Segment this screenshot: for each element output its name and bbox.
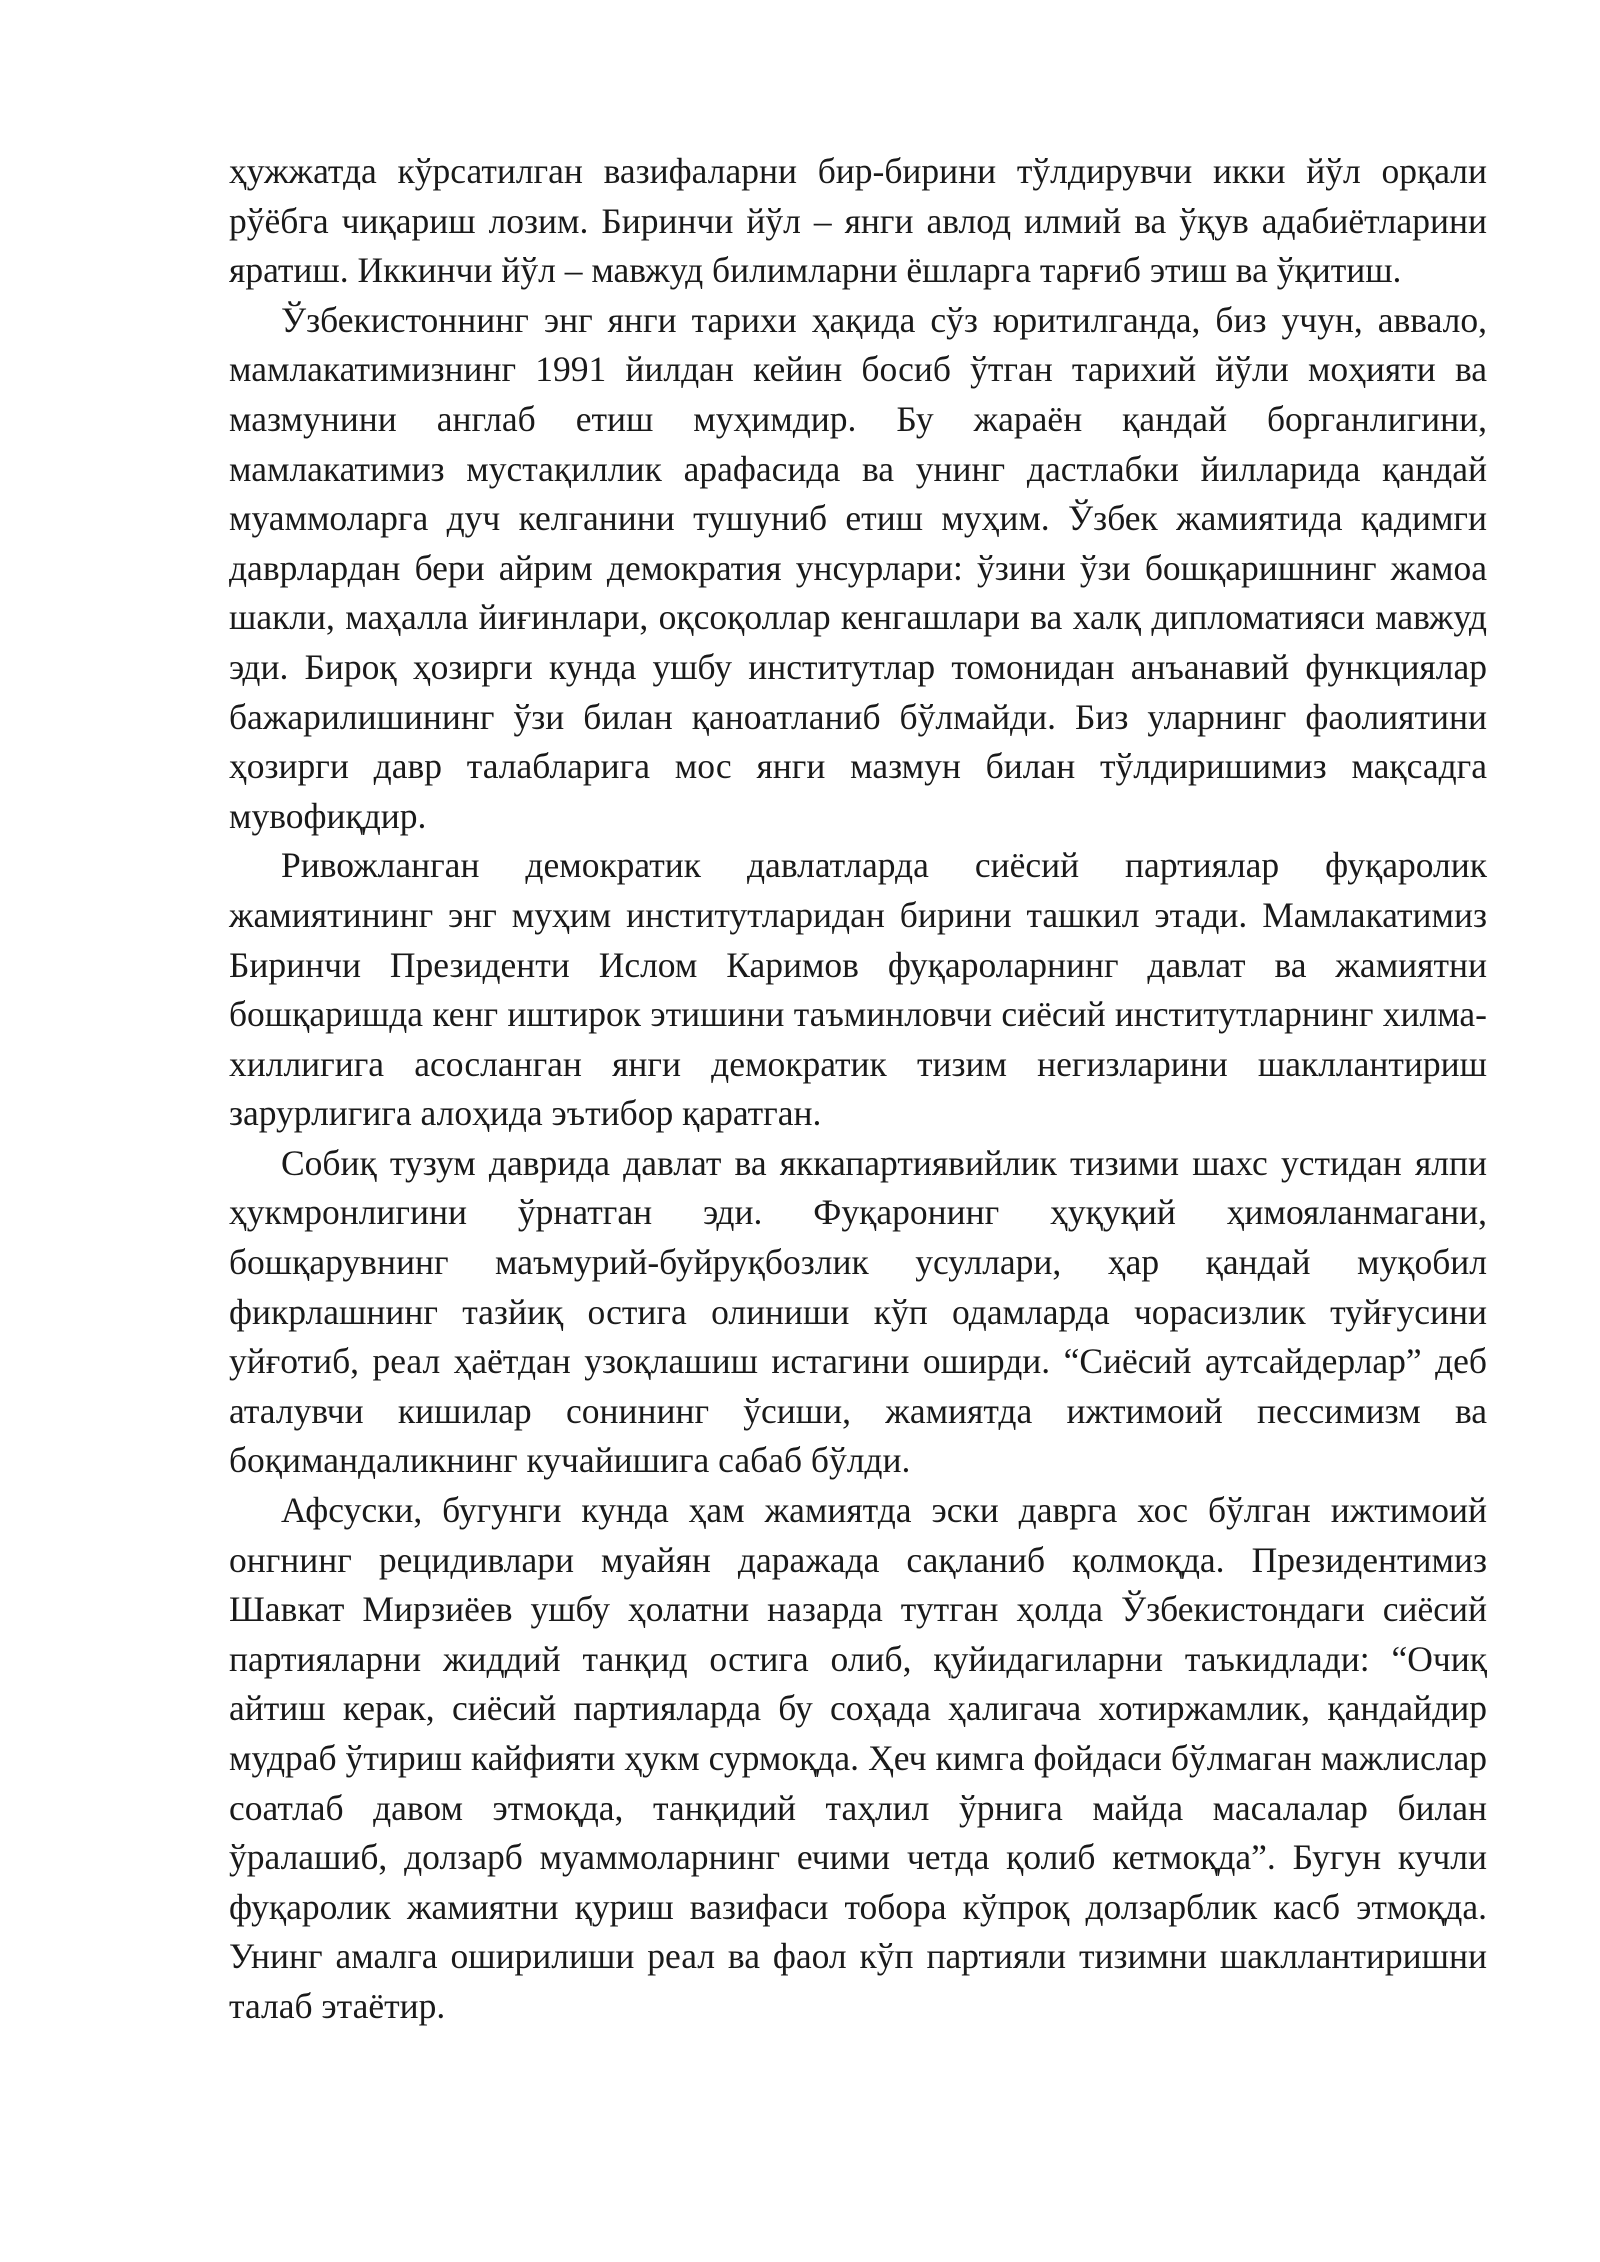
paragraph-1: ҳужжатда кўрсатилган вазифаларни бир-бирини тўлдирувчи икки йўл орқали рўёбга чиқариш лозим. Биринчи йўл – янги авлод илмий ва ўқув адабиётларини яратиш. Иккинчи йўл – мавжуд билимларни ёшларга тарғиб этиш ва ўқитиш. — [229, 151, 1487, 291]
paragraph-3: Ривожланган демократик давлатларда сиёсий партиялар фуқаролик жамиятининг энг муҳим институтларидан бирини ташкил этади. Мамлакатимиз Биринчи Президенти Ислом Каримов фуқароларнинг давлат ва жамиятни бошқаришда кенг иштирок этишини таъминловчи сиёсий институтларнинг хилма-хиллигига асосланган янги демократик тизим негизларини шакллантириш зарурлигига алоҳида эътибор қаратган. — [229, 845, 1487, 1134]
paragraph-5: Афсуски, бугунги кунда ҳам жамиятда эски даврга хос бўлган ижтимоий онгнинг рецидивлари муайян даражада сақланиб қолмоқда. Президентимиз Шавкат Мирзиёев ушбу ҳолатни назарда тутган ҳолда Ўзбекистондаги сиёсий партияларни жиддий танқид остига олиб, қуйидагиларни таъкидлади: “Очиқ айтиш керак, сиёсий партияларда бу соҳада ҳалигача хотиржамлик, қандайдир мудраб ўтириш кайфияти ҳукм сурмоқда. Ҳеч кимга фойдаси бўлмаган мажлислар соатлаб давом этмоқда, танқидий таҳлил ўрнига майда масалалар билан ўралашиб, долзарб муаммоларнинг ечими четда қолиб кетмоқда”. Бугун кучли фуқаролик жамиятни қуриш вазифаси тобора кўпроқ долзарблик касб этмоқда. Унинг амалга оширилиши реал ва фаол кўп партияли тизимни шакллантиришни талаб этаётир. — [229, 1490, 1487, 2026]
body-text — [229, 147, 1487, 2032]
paragraph-2: Ўзбекистоннинг энг янги тарихи ҳақида сўз юритилганда, биз учун, аввало, мамлакатимизнинг 1991 йилдан кейин босиб ўтган тарихий йўли моҳияти ва мазмунини англаб етиш муҳимдир. Бу жараён қандай борганлигини, мамлакатимиз мустақиллик арафасида ва унинг дастлабки йилларида қандай муаммоларга дуч келганини тушуниб етиш муҳим. Ўзбек жамиятида қадимги даврлардан бери айрим демократия унсурлари: ўзини ўзи бошқаришнинг жамоа шакли, маҳалла йиғинлари, оқсоқоллар кенгашлари ва халқ дипломатияси мавжуд эди. Бироқ ҳозирги кунда ушбу институтлар томонидан анъанавий функциялар бажарилишининг ўзи билан қаноатланиб бўлмайди. Биз уларнинг фаолиятини ҳозирги давр талабларига мос янги мазмун билан тўлдиришимиз мақсадга мувофиқдир. — [229, 299, 1487, 836]
paragraph-4: Собиқ тузум даврида давлат ва яккапартиявийлик тизими шахс устидан ялпи ҳукмронлигини ўрнатган эди. Фуқаронинг ҳуқуқий ҳимояланмагани, бошқарувнинг маъмурий-буйруқбозлик усуллари, ҳар қандай муқобил фикрлашнинг тазйиқ остига олиниши кўп одамларда чорасизлик туйғусини уйғотиб, реал ҳаётдан узоқлашиш истагини оширди. “Сиёсий аутсайдерлар” деб аталувчи кишилар сонининг ўсиши, жамиятда ижтимоий пессимизм ва боқимандаликнинг кучайишига сабаб бўлди. — [229, 1142, 1487, 1481]
